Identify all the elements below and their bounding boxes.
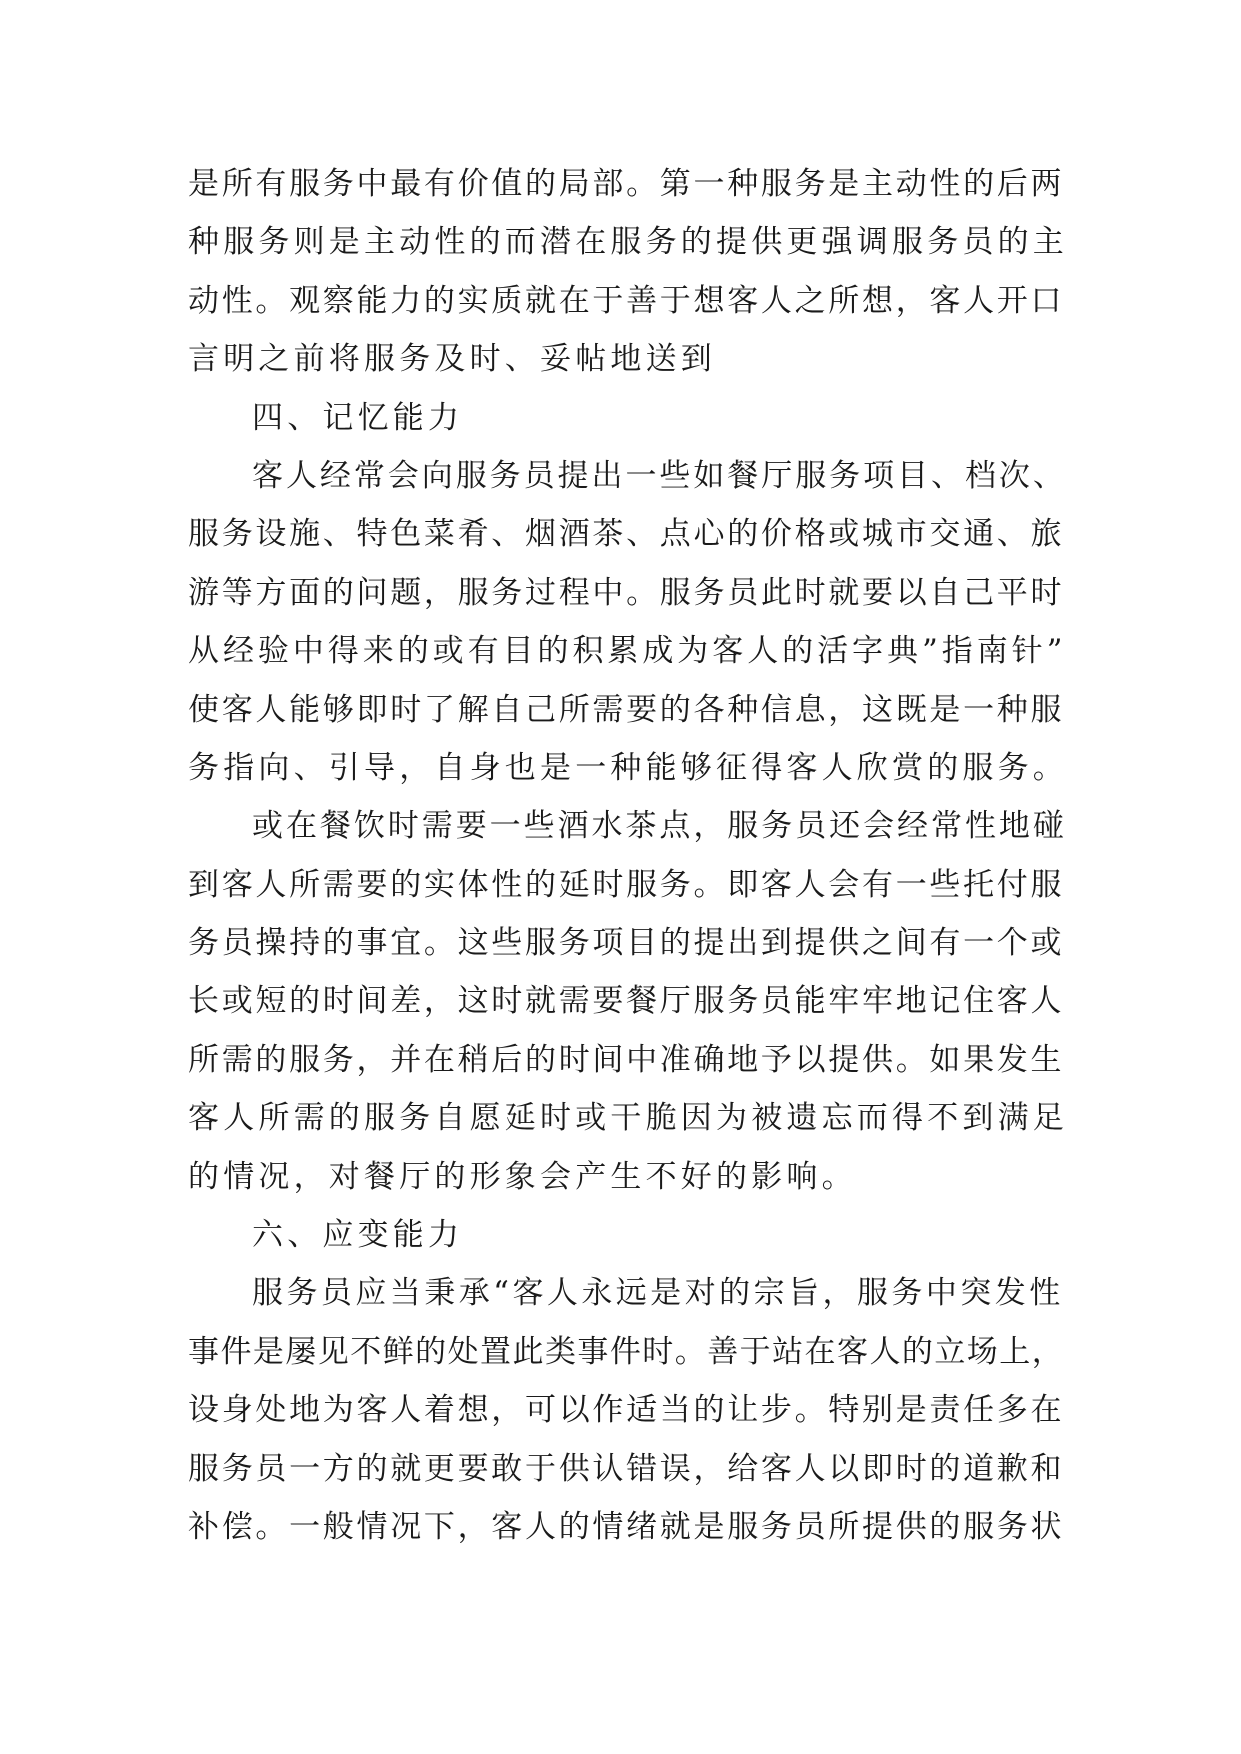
text-line: 或在餐饮时需要一些酒水茶点，服务员还会经常性地碰	[252, 808, 1067, 845]
text-line: 游等方面的问题，服务过程中。服务员此时就要以自己平时	[188, 574, 1065, 611]
text-line: 的情况，对餐厅的形象会产生不好的影响。	[188, 1158, 857, 1195]
text-line: 所需的服务，并在稍后的时间中准确地予以提供。如果发生	[188, 1041, 1065, 1078]
text-line: 设身处地为客人着想，可以作适当的让步。特别是责任多在	[188, 1392, 1065, 1429]
text-line: 客人所需的服务自愿延时或干脆因为被遗忘而得不到满足	[188, 1100, 1068, 1137]
text-line: 客人经常会向服务员提出一些如餐厅服务项目、档次、	[252, 457, 1067, 494]
text-line: 服务设施、特色菜肴、烟酒茶、点心的价格或城市交通、旅	[188, 516, 1065, 553]
text-line: 四、记忆能力	[252, 399, 464, 436]
text-line: 事件是屡见不鲜的处置此类事件时。善于站在客人的立场上，	[188, 1333, 1065, 1370]
text-line: 补偿。一般情况下，客人的情绪就是服务员所提供的服务状	[188, 1508, 1065, 1545]
text-line: 到客人所需要的实体性的延时服务。即客人会有一些托付服	[188, 866, 1065, 903]
document-body	[188, 155, 1068, 1556]
text-line: 长或短的时间差，这时就需要餐厅服务员能牢牢地记住客人	[188, 983, 1065, 1020]
text-line: 服务员应当秉承“客人永远是对的宗旨，服务中突发性	[252, 1275, 1064, 1312]
text-line: 务员操持的事宜。这些服务项目的提出到提供之间有一个或	[188, 925, 1065, 962]
text-line: 务指向、引导，自身也是一种能够征得客人欣赏的服务。	[188, 749, 1068, 786]
text-line: 是所有服务中最有价值的局部。第一种服务是主动性的后两	[188, 166, 1065, 202]
text-line: 服务员一方的就更要敢于供认错误，给客人以即时的道歉和	[188, 1450, 1065, 1487]
text-line: 言明之前将服务及时、妥帖地送到	[188, 341, 716, 378]
text-line: 六、应变能力	[252, 1217, 464, 1254]
text-line: 从经验中得来的或有目的积累成为客人的活字典”指南针”	[188, 633, 1067, 670]
text-line: 种服务则是主动性的而潜在服务的提供更强调服务员的主	[188, 224, 1068, 261]
text-line: 动性。观察能力的实质就在于善于想客人之所想，客人开口	[188, 282, 1065, 319]
text-line: 使客人能够即时了解自己所需要的各种信息，这既是一种服	[188, 691, 1065, 728]
